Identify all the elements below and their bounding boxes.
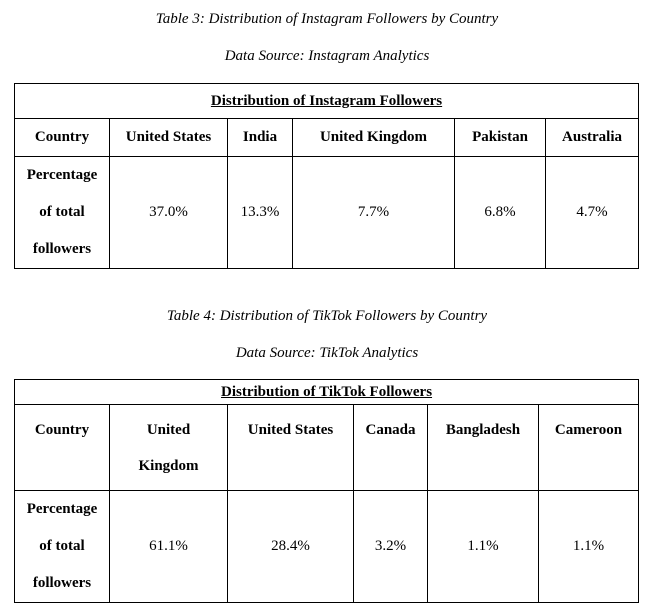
country-header: Country (15, 405, 110, 491)
value-cell: 6.8% (455, 157, 546, 269)
value-cell: 61.1% (110, 491, 228, 603)
value-cell: 37.0% (110, 157, 228, 269)
country-cell: India (228, 119, 293, 157)
country-header: Country (15, 119, 110, 157)
country-cell: Cameroon (539, 405, 639, 491)
country-cell: Bangladesh (428, 405, 539, 491)
country-cell: United States (228, 405, 354, 491)
percentage-label: Percentage of total followers (15, 491, 110, 603)
country-cell: United Kingdom (110, 405, 228, 491)
table4-title: Distribution of TikTok Followers (15, 380, 639, 405)
country-cell: Canada (354, 405, 428, 491)
value-cell: 13.3% (228, 157, 293, 269)
value-cell: 1.1% (428, 491, 539, 603)
country-cell: United Kingdom (293, 119, 455, 157)
table4-caption: Table 4: Distribution of TikTok Followers by Country (166, 308, 488, 324)
tiktok-followers-table (14, 379, 639, 603)
table4-source: Data Source: TikTok Analytics (235, 345, 419, 361)
value-cell: 3.2% (354, 491, 428, 603)
table3-title: Distribution of Instagram Followers (15, 84, 639, 119)
percentage-label: Percentage of total followers (15, 157, 110, 269)
country-cell: Pakistan (455, 119, 546, 157)
country-cell: United States (110, 119, 228, 157)
value-cell: 1.1% (539, 491, 639, 603)
table3-caption: Table 3: Distribution of Instagram Followers by Country (155, 11, 499, 27)
value-cell: 28.4% (228, 491, 354, 603)
instagram-followers-table (14, 83, 639, 269)
country-cell: Australia (546, 119, 639, 157)
value-cell: 4.7% (546, 157, 639, 269)
value-cell: 7.7% (293, 157, 455, 269)
table3-source: Data Source: Instagram Analytics (224, 48, 430, 64)
